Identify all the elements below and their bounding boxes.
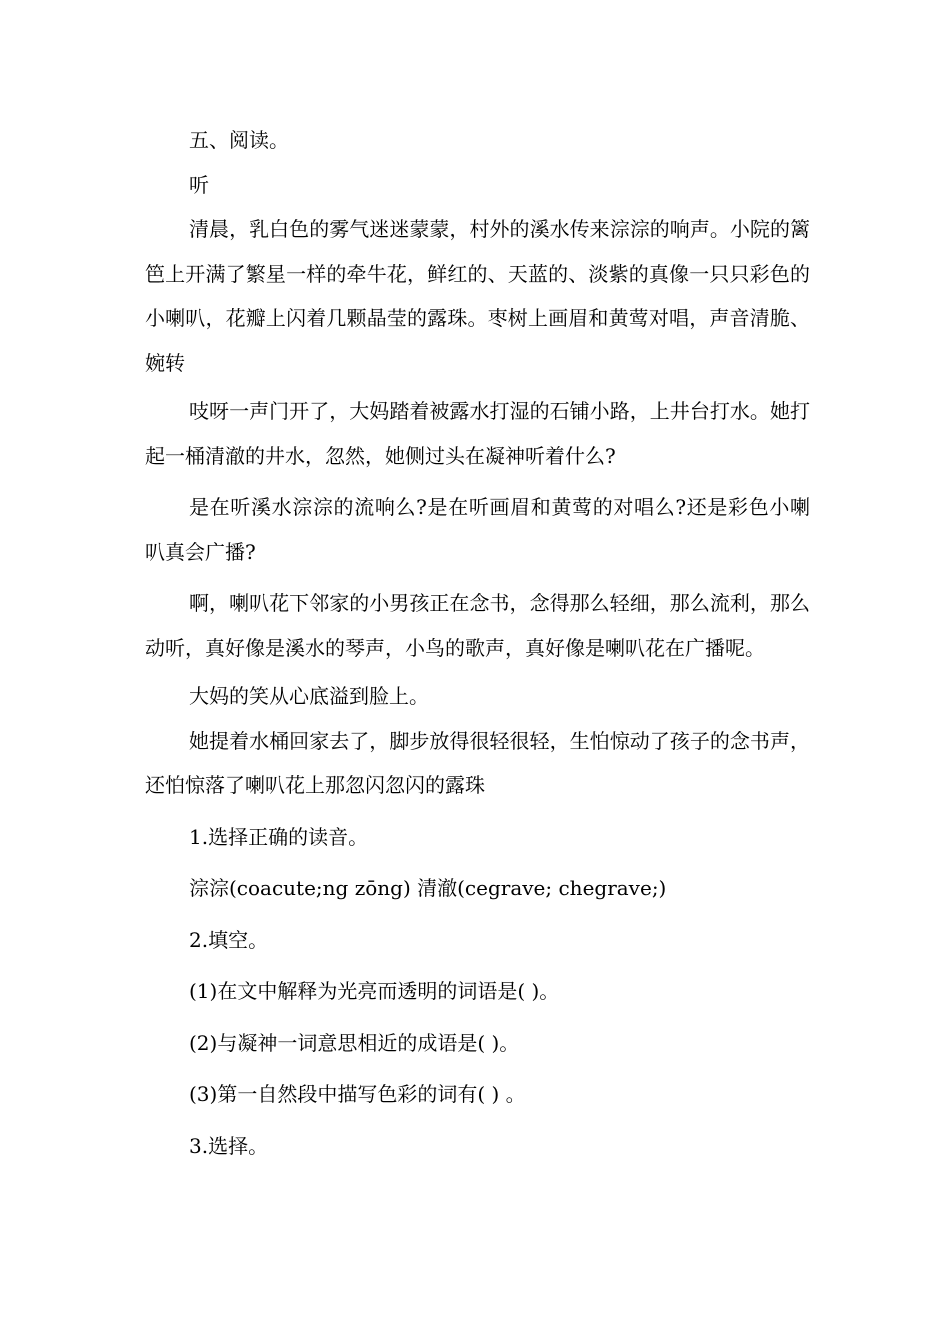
document-body [145,118,810,1168]
passage-paragraph-1: 清晨，乳白色的雾气迷迷蒙蒙，村外的溪水传来淙淙的响声。小院的篱笆上开满了繁星一样的牵牛花，鲜红的、天蓝的、淡紫的真像一只只彩色的小喇叭，花瓣上闪着几颗晶莹的露珠。枣树上画眉和黄莺对唱，声音清脆、婉转 [145,217,810,375]
passage-title: 听 [189,172,209,197]
passage-paragraph-3: 是在听溪水淙淙的流响么?是在听画眉和黄莺的对唱么?还是彩色小喇叭真会广播? [145,495,810,564]
passage-paragraph-2: 吱呀一声门开了，大妈踏着被露水打湿的石铺小路，上井台打水。她打起一桶清澈的井水，忽然，她侧过头在凝神听着什么? [145,399,810,468]
passage-paragraph-5: 大妈的笑从心底溢到脸上。 [189,684,429,708]
question-2-1: (1)在文中解释为光亮而透明的词语是( )。 [189,979,560,1003]
section-heading: 五、阅读。 [189,128,289,152]
passage-paragraph-4: 啊，喇叭花下邻家的小男孩正在念书，念得那么轻细，那么流利，那么动听，真好像是溪水的琴声，小鸟的歌声，真好像是喇叭花在广播呢。 [145,591,810,660]
question-2: 2.填空。 [189,927,269,952]
passage-paragraph-6: 她提着水桶回家去了，脚步放得很轻很轻，生怕惊动了孩子的念书声，还怕惊落了喇叭花上那忽闪忽闪的露珠 [145,728,810,797]
question-1-pinyin: 淙淙(coacute;ng zōng) 清澈(cegrave; chegrave;) [189,876,667,900]
question-2-2: (2)与凝神一词意思相近的成语是( )。 [189,1030,520,1055]
question-3: 3.选择。 [189,1133,269,1158]
question-1: 1.选择正确的读音。 [189,824,369,849]
question-2-3: (3)第一自然段中描写色彩的词有( ) 。 [189,1082,526,1106]
